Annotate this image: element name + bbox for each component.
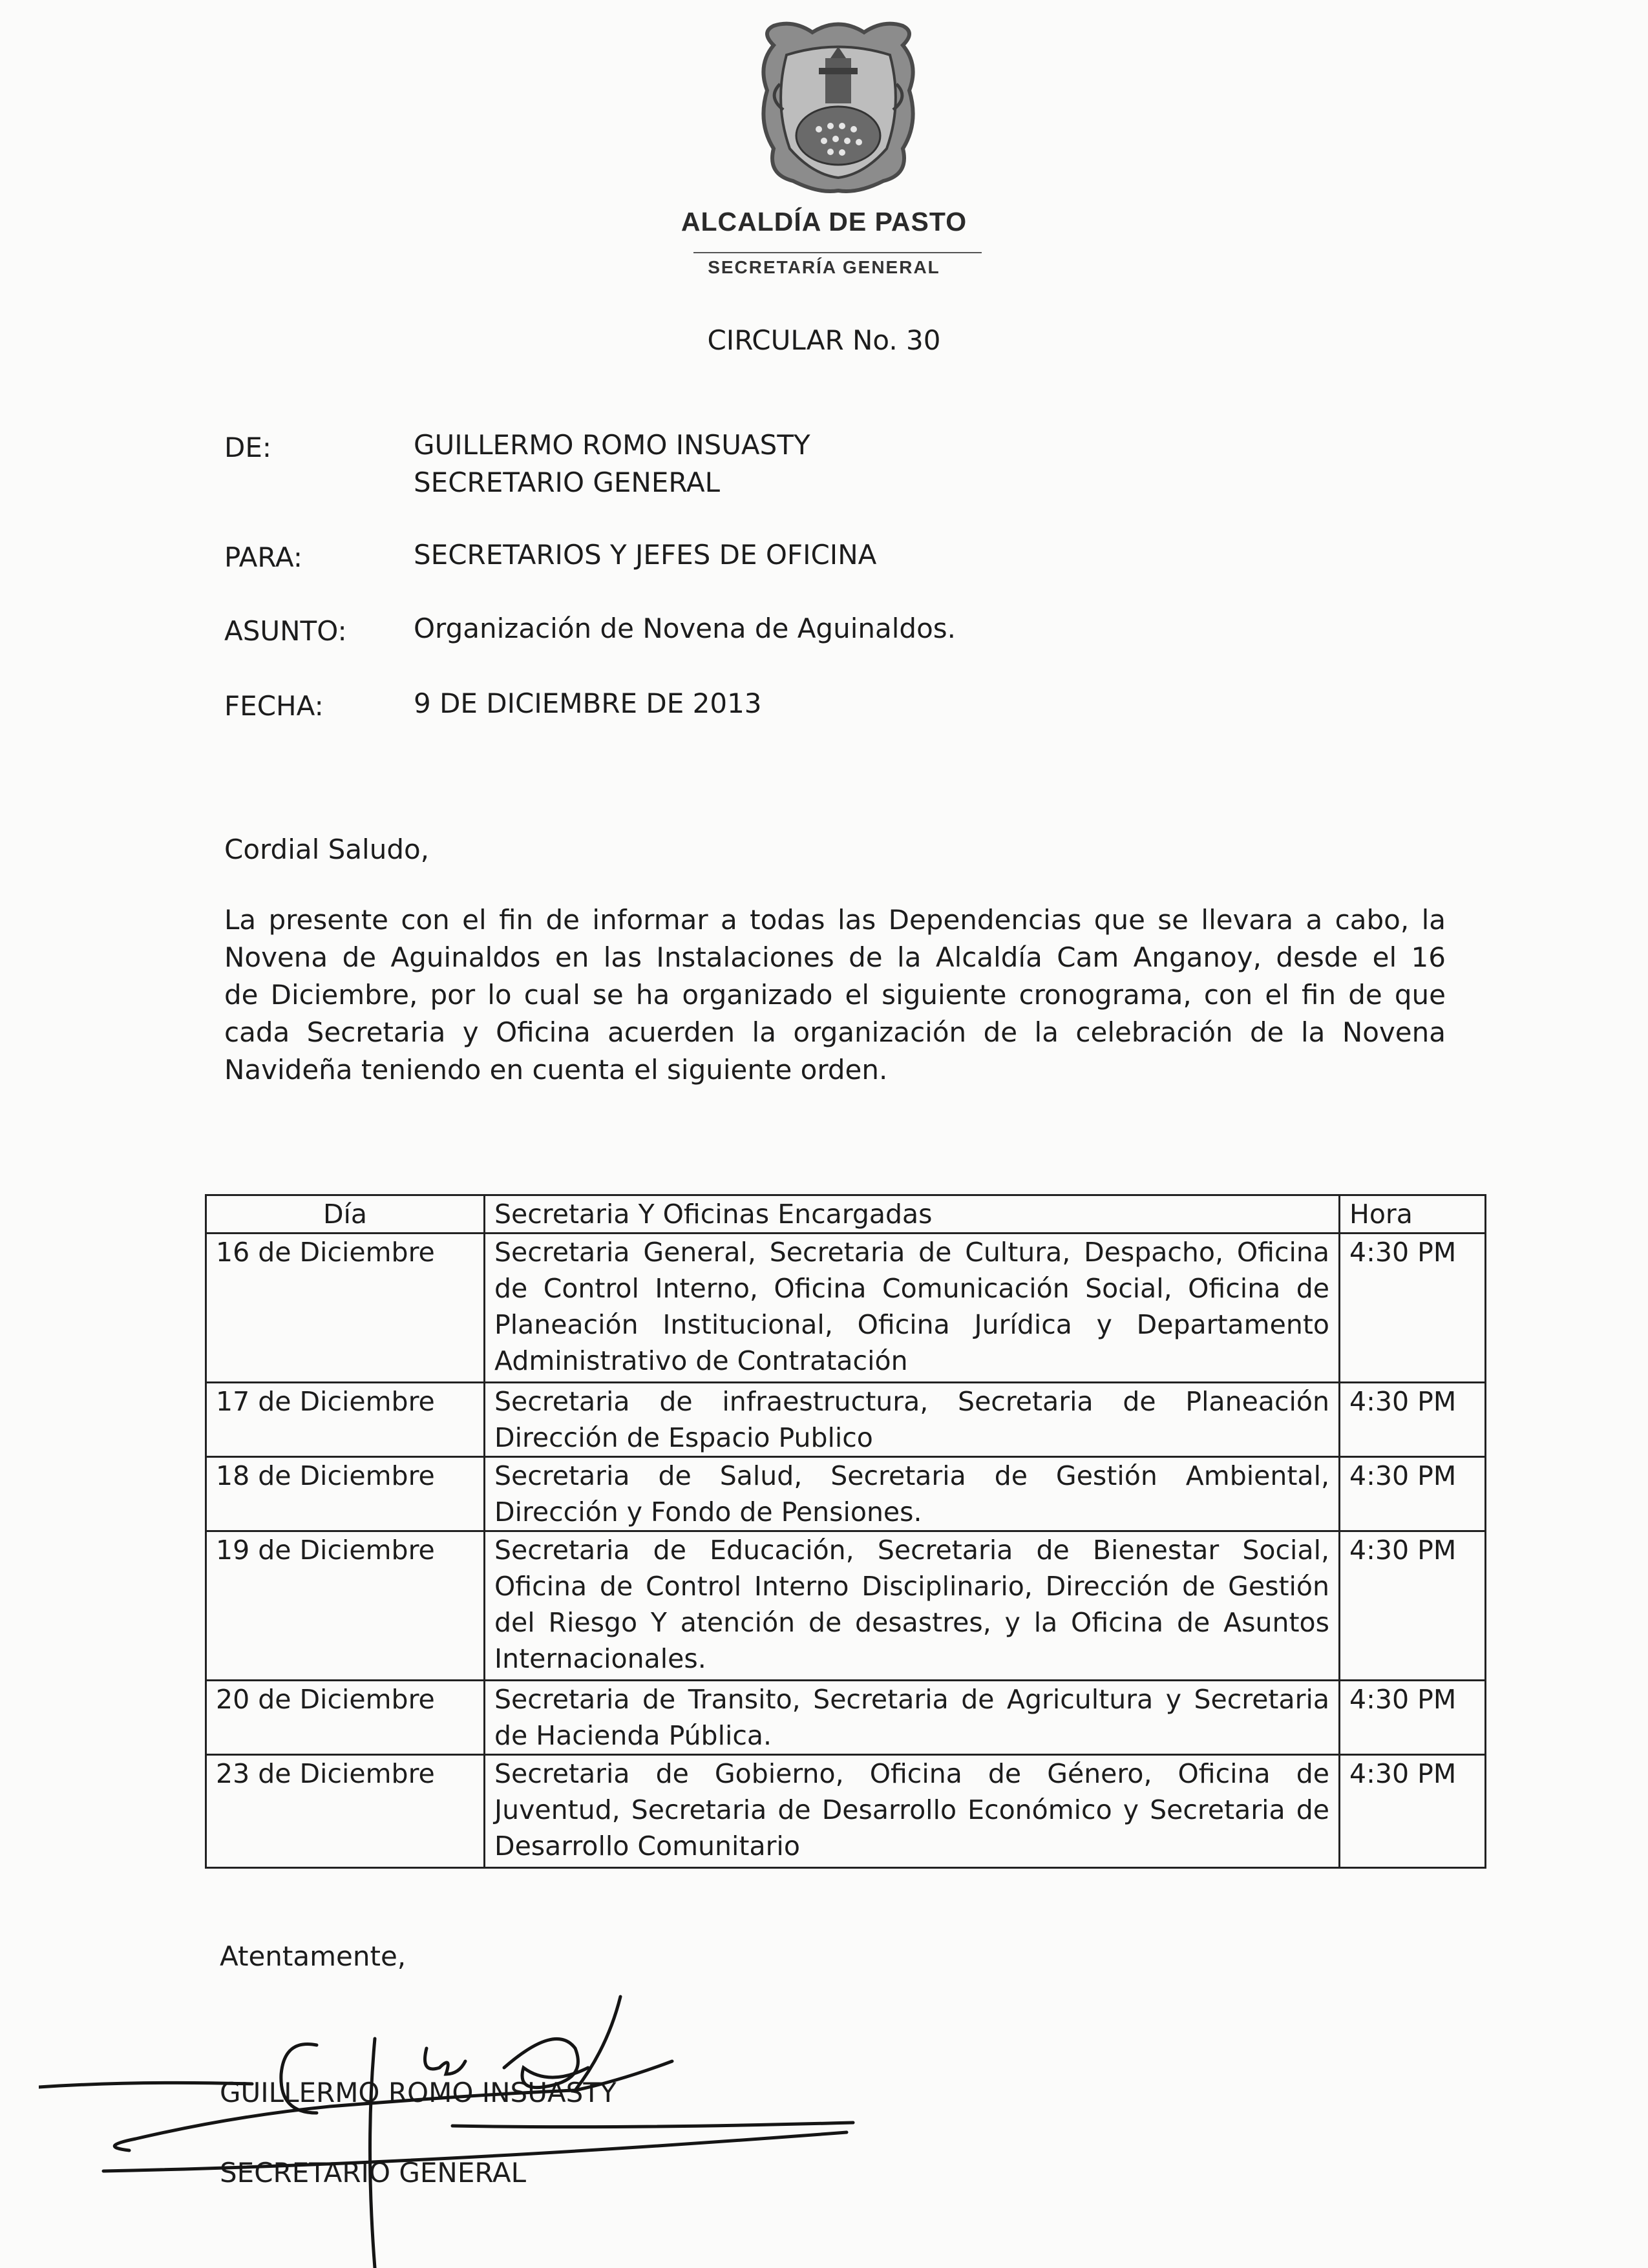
column-header-offices: Secretaria Y Oficinas Encargadas bbox=[485, 1195, 1340, 1234]
to-label: PARA: bbox=[224, 541, 302, 573]
cell-time: 4:30 PM bbox=[1340, 1681, 1486, 1755]
table-row bbox=[206, 1755, 1486, 1868]
cell-day: 17 de Diciembre bbox=[206, 1383, 485, 1457]
from-label: DE: bbox=[224, 432, 272, 463]
column-header-day: Día bbox=[206, 1195, 485, 1234]
cell-offices: Secretaria de Transito, Secretaria de Agricultura y Secretaria de Hacienda Pública. bbox=[485, 1681, 1340, 1755]
cell-day: 19 de Diciembre bbox=[206, 1531, 485, 1681]
cell-day: 16 de Diciembre bbox=[206, 1234, 485, 1383]
signer-name: GUILLERMO ROMO INSUASTY bbox=[220, 2077, 617, 2108]
signer-title: SECRETARIO GENERAL bbox=[220, 2157, 526, 2189]
cell-time: 4:30 PM bbox=[1340, 1755, 1486, 1868]
handwritten-signature bbox=[39, 1977, 879, 2268]
cell-day: 20 de Diciembre bbox=[206, 1681, 485, 1755]
column-header-time: Hora bbox=[1340, 1195, 1486, 1234]
cell-day: 18 de Diciembre bbox=[206, 1457, 485, 1531]
cell-offices: Secretaria de Gobierno, Oficina de Género, Oficina de Juventud, Secretaria de Desarrollo Económico y Secretaria de Desarrollo Comunitario bbox=[485, 1755, 1340, 1868]
body-line: Navideña teniendo en cuenta el siguiente orden. bbox=[224, 1054, 888, 1086]
schedule-table bbox=[205, 1194, 1486, 1869]
from-value bbox=[414, 426, 810, 501]
coat-of-arms-logo bbox=[754, 19, 922, 194]
cell-day: 23 de Diciembre bbox=[206, 1755, 485, 1868]
from-name: GUILLERMO ROMO INSUASTY bbox=[414, 429, 810, 461]
table-row bbox=[206, 1383, 1486, 1457]
cell-time: 4:30 PM bbox=[1340, 1234, 1486, 1383]
cell-time: 4:30 PM bbox=[1340, 1383, 1486, 1457]
organization-name: ALCALDÍA DE PASTO bbox=[681, 207, 967, 236]
table-row bbox=[206, 1681, 1486, 1755]
table-header-row bbox=[206, 1195, 1486, 1234]
closing-salutation: Atentamente, bbox=[220, 1940, 407, 1972]
cell-offices: Secretaria de infraestructura, Secretaria de Planeación Dirección de Espacio Publico bbox=[485, 1383, 1340, 1457]
cell-time: 4:30 PM bbox=[1340, 1457, 1486, 1531]
body-line: de Diciembre, por lo cual se ha organizado el siguiente cronograma, con el fin de que bbox=[224, 979, 1446, 1011]
circular-number: CIRCULAR No. 30 bbox=[707, 324, 941, 356]
date-label: FECHA: bbox=[224, 690, 324, 722]
date-value: 9 DE DICIEMBRE DE 2013 bbox=[414, 688, 762, 719]
body-line: cada Secretaria y Oficina acuerden la organización de la celebración de la Novena bbox=[224, 1016, 1446, 1048]
department-name: SECRETARÍA GENERAL bbox=[708, 257, 940, 277]
body-line: Novena de Aguinaldos en las Instalaciones de la Alcaldía Cam Anganoy, desde el 16 bbox=[224, 941, 1446, 973]
from-title: SECRETARIO GENERAL bbox=[414, 467, 720, 498]
cell-offices: Secretaria General, Secretaria de Cultura, Despacho, Oficina de Control Interno, Oficina Comunicación Social, Oficina de Planeación Institucional, Oficina Jurídica y Departamento Administrativo de Contratación bbox=[485, 1234, 1340, 1383]
greeting: Cordial Saludo, bbox=[224, 834, 430, 865]
body-line: La presente con el fin de informar a todas las Dependencias que se llevara a cabo, la bbox=[224, 904, 1446, 936]
cell-time: 4:30 PM bbox=[1340, 1531, 1486, 1681]
to-value: SECRETARIOS Y JEFES DE OFICINA bbox=[414, 539, 877, 571]
header-divider bbox=[693, 252, 982, 253]
cell-offices: Secretaria de Salud, Secretaria de Gestión Ambiental, Dirección y Fondo de Pensiones. bbox=[485, 1457, 1340, 1531]
table-row bbox=[206, 1531, 1486, 1681]
subject-label: ASUNTO: bbox=[224, 615, 347, 647]
cell-offices: Secretaria de Educación, Secretaria de Bienestar Social, Oficina de Control Interno Disciplinario, Dirección de Gestión del Riesgo Y atención de desastres, y la Oficina de Asuntos Internacionales. bbox=[485, 1531, 1340, 1681]
body-paragraph bbox=[224, 901, 1446, 1089]
subject-value: Organización de Novena de Aguinaldos. bbox=[414, 613, 956, 644]
table-row bbox=[206, 1457, 1486, 1531]
table-row bbox=[206, 1234, 1486, 1383]
